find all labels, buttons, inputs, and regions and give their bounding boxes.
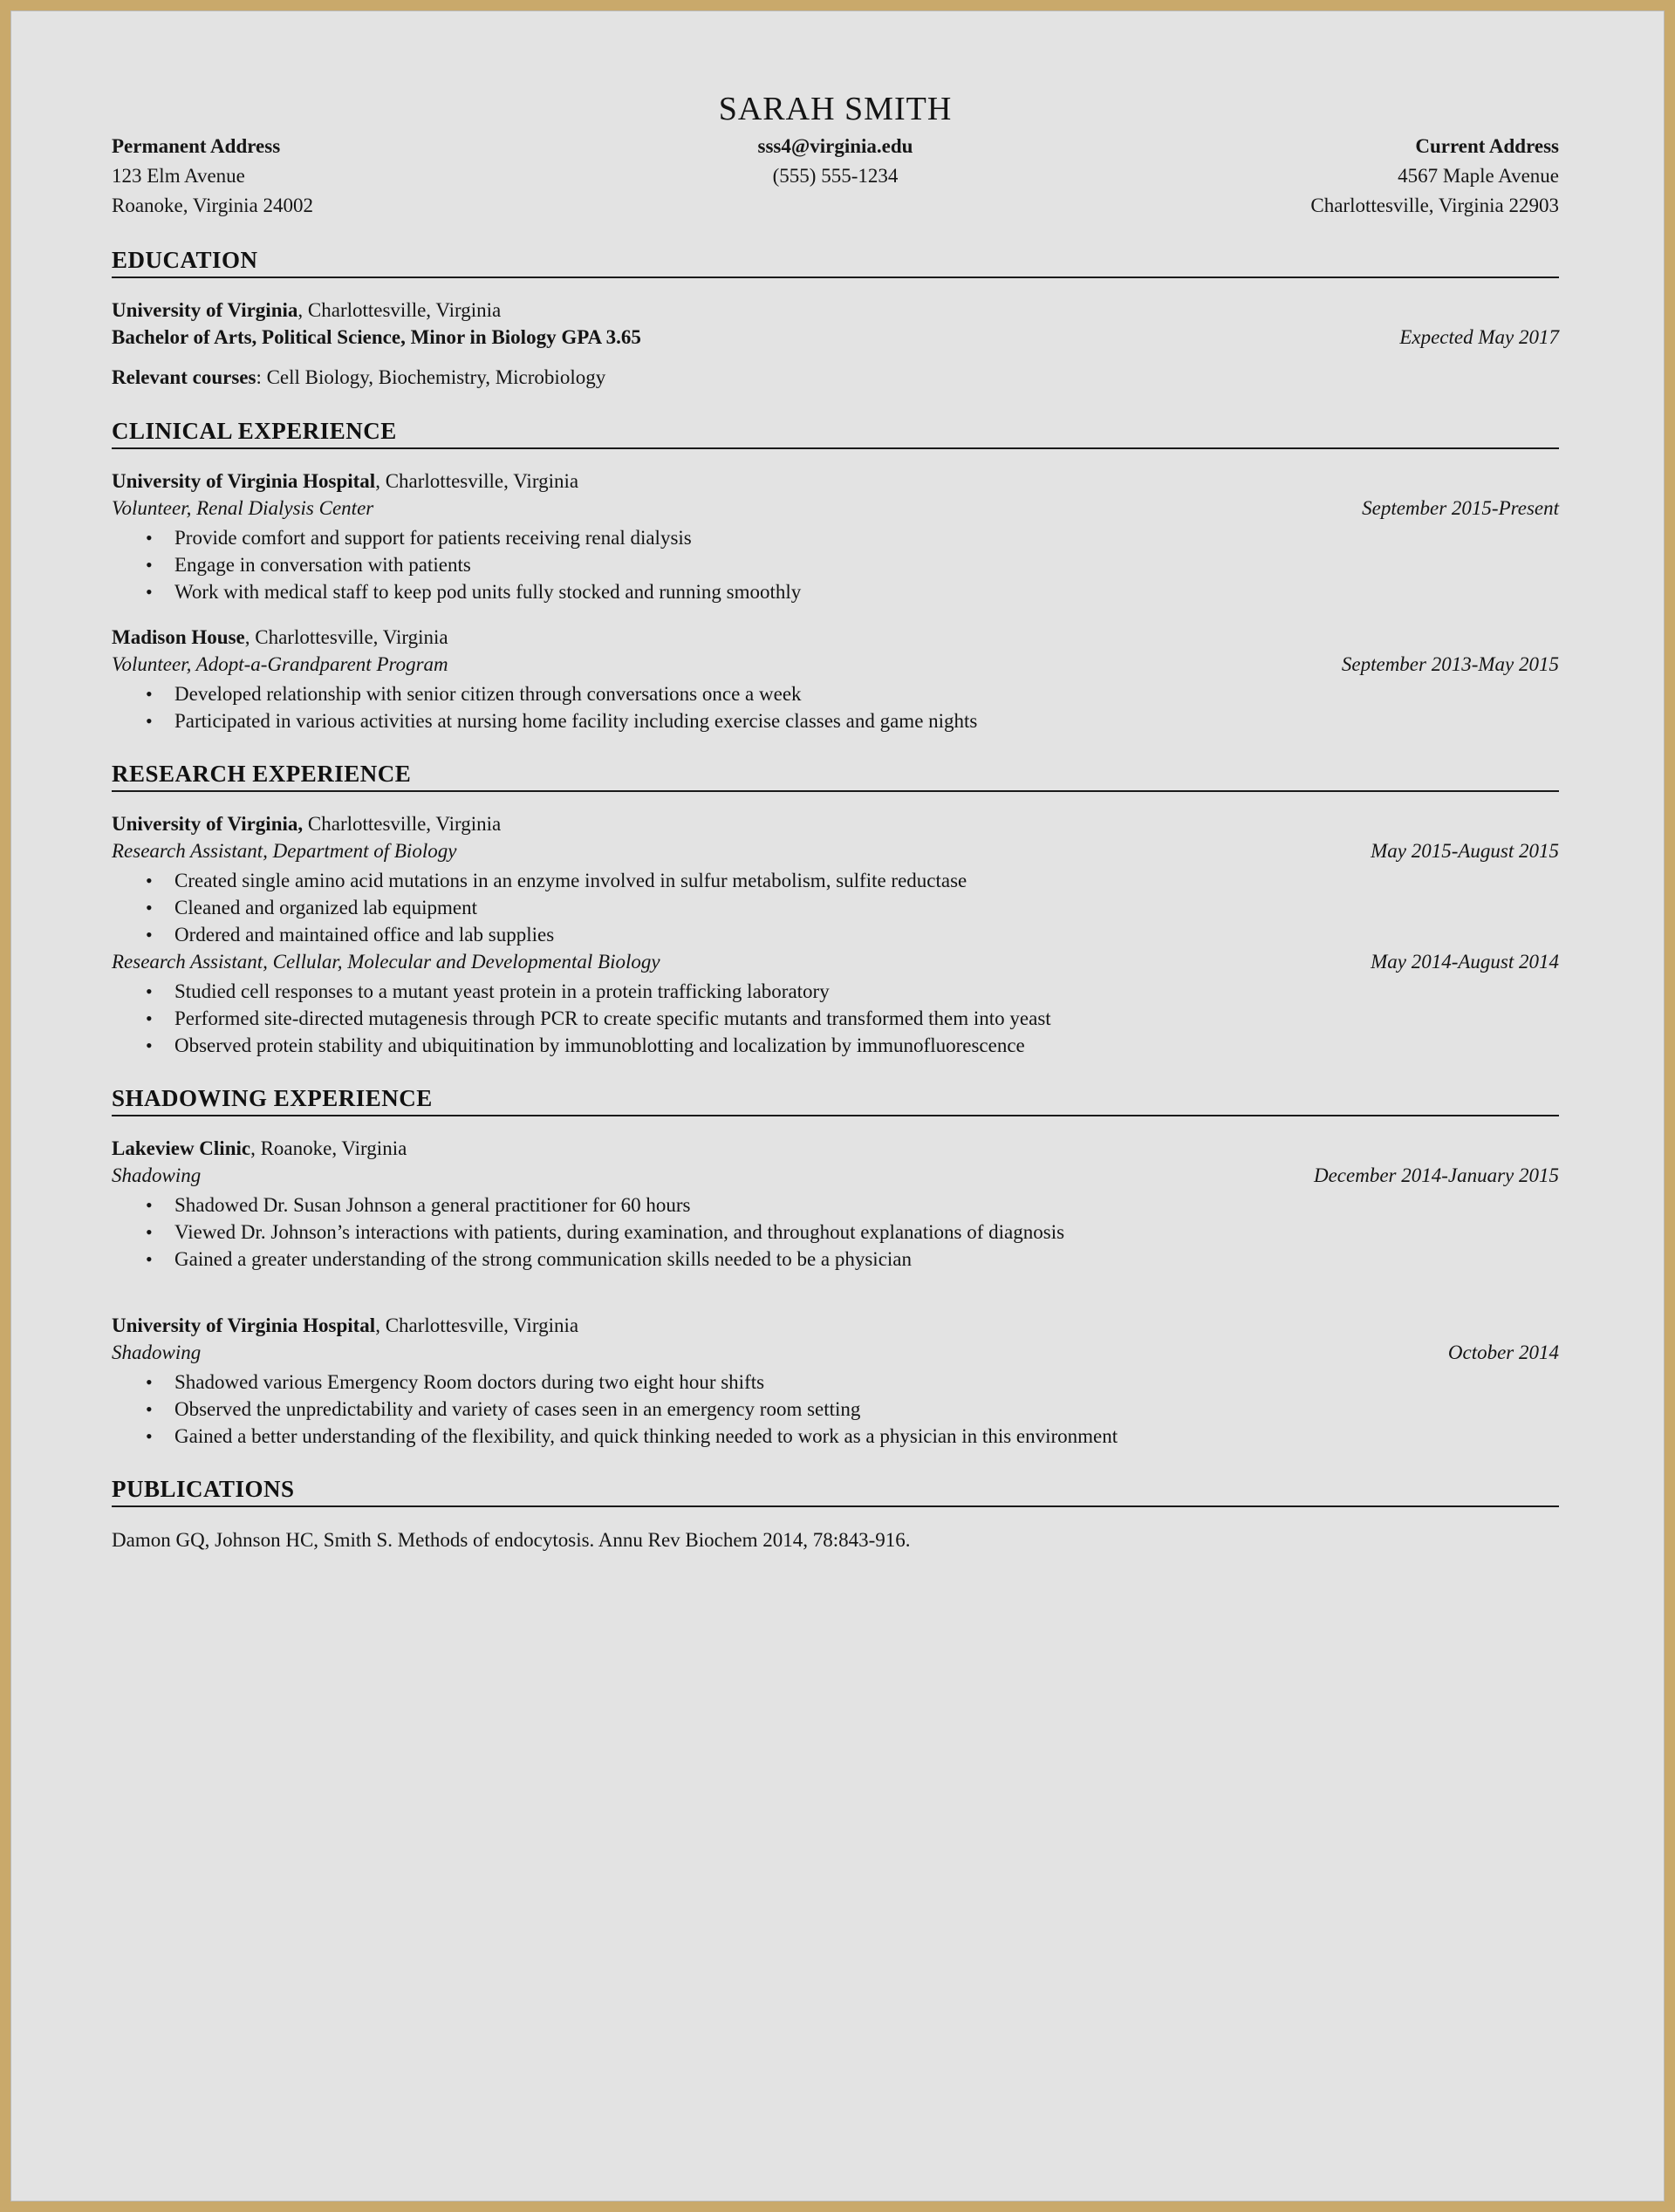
section-divider-shadowing [112, 1115, 1559, 1116]
page-border [10, 10, 1665, 2202]
shadowing-org-name-2: University of Virginia Hospital [112, 1314, 376, 1336]
current-address-line2: Charlottesville, Virginia 22903 [1310, 195, 1559, 216]
education-school-location: , Charlottesville, Virginia [297, 299, 502, 321]
permanent-address-line1: 123 Elm Avenue [112, 165, 245, 187]
list-item: • Gained a better understanding of the flexibility, and quick thinking needed to work as a physician in this environment [174, 1423, 1559, 1450]
current-address-label: Current Address [1415, 135, 1559, 157]
research-bullets-1 [112, 867, 1559, 948]
current-address-block [1082, 132, 1559, 221]
list-item: • Created single amino acid mutations in an enzyme involved in sulfur metabolism, sulfite reductase [174, 867, 1559, 894]
education-school-line [112, 297, 1559, 324]
clinical-bullets-2 [112, 680, 1559, 734]
section-heading-education: EDUCATION [112, 247, 258, 273]
research-role-row-2 [112, 948, 1559, 976]
shadowing-role-row-1 [112, 1162, 1559, 1190]
clinical-role-1: Volunteer, Renal Dialysis Center [112, 497, 374, 519]
clinical-org-location-1: , Charlottesville, Virginia [375, 470, 579, 492]
section-divider-clinical [112, 447, 1559, 449]
shadowing-role-1: Shadowing [112, 1164, 202, 1186]
permanent-address-line2: Roanoke, Virginia 24002 [112, 195, 313, 216]
shadowing-org-location-2: , Charlottesville, Virginia [375, 1314, 579, 1336]
email-text: sss4@virginia.edu [757, 135, 913, 157]
list-item: • Work with medical staff to keep pod units fully stocked and running smoothly [174, 578, 1559, 605]
shadowing-entry-1 [112, 1136, 1559, 1273]
permanent-address-block [112, 132, 589, 221]
clinical-entry-2 [112, 625, 1559, 734]
section-divider-education [112, 276, 1559, 278]
list-item: • Developed relationship with senior citizen through conversations once a week [174, 680, 1559, 707]
education-degree: Bachelor of Arts, Political Science, Minor in Biology GPA 3.65 [112, 326, 641, 348]
permanent-address-label: Permanent Address [112, 135, 281, 157]
list-item: • Observed the unpredictability and variety of cases seen in an emergency room setting [174, 1396, 1559, 1423]
section-heading-clinical: CLINICAL EXPERIENCE [112, 418, 397, 444]
list-item: • Viewed Dr. Johnson’s interactions with patients, during examination, and throughout explanations of diagnosis [174, 1219, 1559, 1246]
clinical-org-line-2 [112, 625, 1559, 651]
section-divider-publications [112, 1505, 1559, 1507]
shadowing-org-location-1: , Roanoke, Virginia [250, 1137, 407, 1159]
phone-text: (555) 555-1234 [772, 165, 899, 187]
list-item: • Shadowed Dr. Susan Johnson a general practitioner for 60 hours [174, 1191, 1559, 1219]
clinical-entry-1 [112, 468, 1559, 605]
relevant-courses-list: : Cell Biology, Biochemistry, Microbiology [256, 366, 606, 388]
list-item: • Performed site-directed mutagenesis through PCR to create specific mutants and transformed them into yeast [174, 1005, 1559, 1032]
education-date: Expected May 2017 [1399, 326, 1559, 348]
relevant-courses-line [112, 364, 1559, 392]
shadowing-bullets-1 [112, 1191, 1559, 1273]
shadowing-bullets-2 [112, 1369, 1559, 1450]
research-org-line [112, 811, 1559, 837]
clinical-org-location-2: , Charlottesville, Virginia [244, 626, 448, 648]
list-item: • Participated in various activities at nursing home facility including exercise classes and game nights [174, 707, 1559, 734]
shadowing-role-row-2 [112, 1339, 1559, 1367]
contact-info-block [589, 132, 1081, 191]
research-bullets-2 [112, 978, 1559, 1059]
shadowing-dates-1: December 2014-January 2015 [1313, 1164, 1559, 1186]
research-dates-1: May 2015-August 2015 [1371, 840, 1559, 862]
list-item: • Observed protein stability and ubiquitination by immunoblotting and localization by immunofluorescence [174, 1032, 1559, 1059]
clinical-org-name-1: University of Virginia Hospital [112, 470, 376, 492]
contact-header [112, 132, 1559, 221]
relevant-courses-label: Relevant courses [112, 366, 256, 388]
research-role-row-1 [112, 837, 1559, 865]
shadowing-org-name-1: Lakeview Clinic [112, 1137, 251, 1159]
shadowing-role-2: Shadowing [112, 1342, 202, 1363]
clinical-role-row-2 [112, 651, 1559, 679]
section-heading-publications: PUBLICATIONS [112, 1476, 295, 1502]
education-school-name: University of Virginia [112, 299, 298, 321]
clinical-dates-2: September 2013-May 2015 [1341, 653, 1559, 675]
list-item: • Gained a greater understanding of the strong communication skills needed to be a physician [174, 1246, 1559, 1273]
list-item: • Ordered and maintained office and lab supplies [174, 921, 1559, 948]
publication-citation: Damon GQ, Johnson HC, Smith S. Methods of endocytosis. Annu Rev Biochem 2014, 78:843-916. [112, 1529, 911, 1551]
section-divider-research [112, 790, 1559, 792]
research-role-2: Research Assistant, Cellular, Molecular and Developmental Biology [112, 951, 660, 973]
shadowing-org-line-2 [112, 1313, 1559, 1339]
clinical-role-row-1 [112, 495, 1559, 522]
list-item: • Shadowed various Emergency Room doctors during two eight hour shifts [174, 1369, 1559, 1396]
list-item: • Studied cell responses to a mutant yeast protein in a protein trafficking laboratory [174, 978, 1559, 1005]
section-heading-research: RESEARCH EXPERIENCE [112, 761, 412, 787]
resume-document [11, 11, 1664, 2201]
research-org-location: Charlottesville, Virginia [303, 813, 502, 835]
shadowing-dates-2: October 2014 [1447, 1342, 1559, 1363]
shadowing-org-line-1 [112, 1136, 1559, 1162]
list-item: • Provide comfort and support for patients receiving renal dialysis [174, 524, 1559, 551]
clinical-org-line-1 [112, 468, 1559, 495]
clinical-dates-1: September 2015-Present [1362, 497, 1559, 519]
clinical-role-2: Volunteer, Adopt-a-Grandparent Program [112, 653, 448, 675]
research-dates-2: May 2014-August 2014 [1371, 951, 1559, 973]
education-degree-row [112, 324, 1559, 352]
research-entry [112, 811, 1559, 1059]
clinical-org-name-2: Madison House [112, 626, 245, 648]
list-item: • Cleaned and organized lab equipment [174, 894, 1559, 921]
research-role-1: Research Assistant, Department of Biology [112, 840, 457, 862]
shadowing-entry-2 [112, 1313, 1559, 1450]
page-title: SARAH SMITH [718, 91, 953, 127]
clinical-bullets-1 [112, 524, 1559, 605]
education-entry [112, 297, 1559, 392]
list-item: • Engage in conversation with patients [174, 551, 1559, 578]
research-org-name: University of Virginia, [112, 813, 304, 835]
current-address-line1: 4567 Maple Avenue [1398, 165, 1559, 187]
section-heading-shadowing: SHADOWING EXPERIENCE [112, 1085, 433, 1111]
